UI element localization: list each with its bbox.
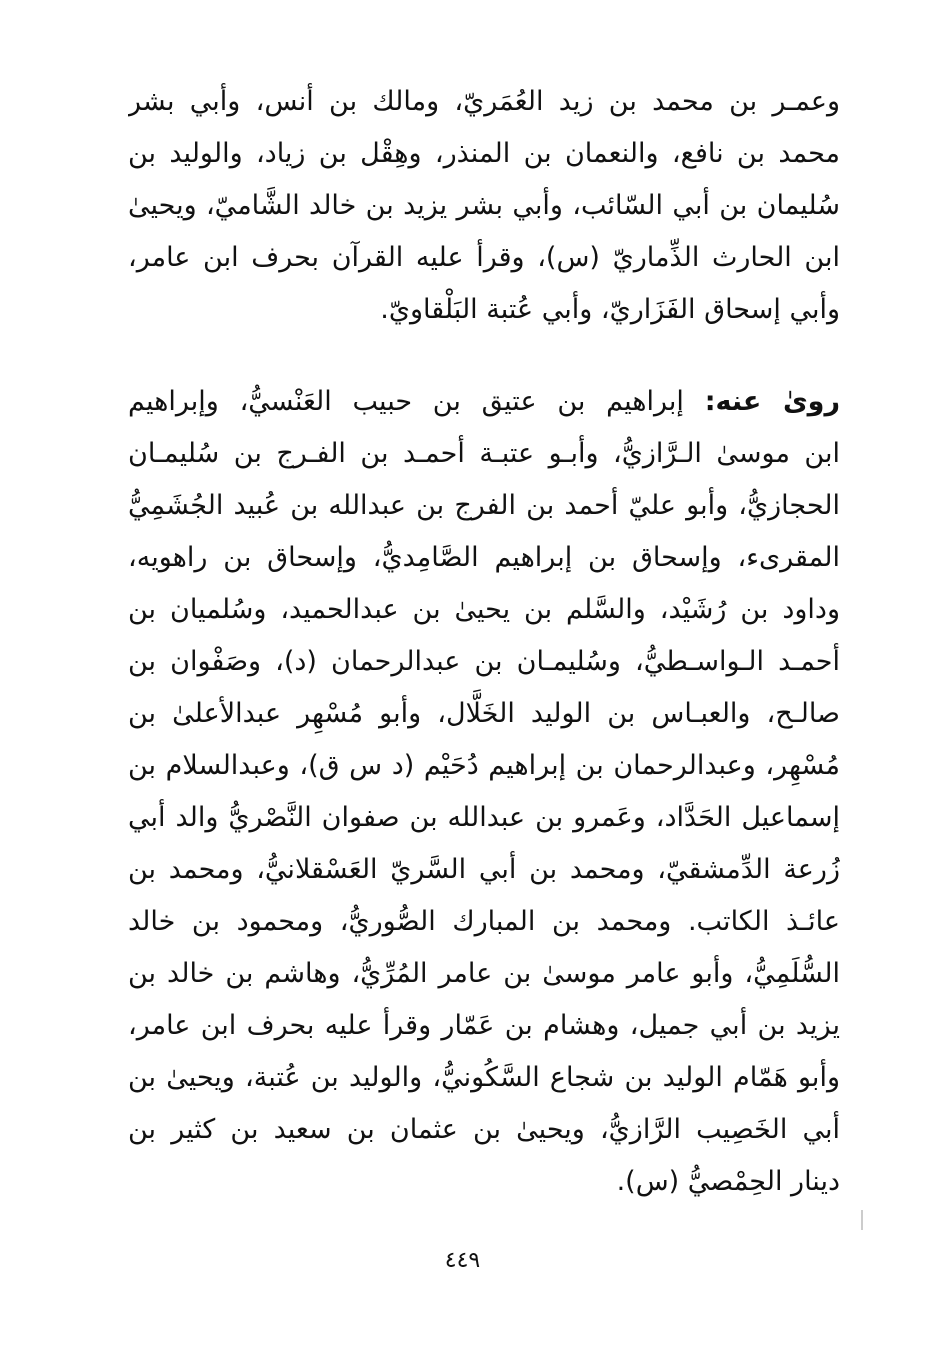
text-line-rest: إبراهيم بن عتيق بن حبيب العَنْسيُّ، وإبراهيم xyxy=(128,386,705,417)
paragraph-teachers xyxy=(128,76,840,336)
text-line: عائـذ الكاتب. ومحمد بن المبارك الصُّوريُّ، ومحمود بن خالد xyxy=(128,906,840,937)
text-line: أبي الخَصِيب الرَّازيُّ، ويحيىٰ بن عثمان بن سعيد بن كثير بن xyxy=(128,1114,840,1145)
text-line: السُّلَمِيُّ، وأبو عامر موسىٰ بن عامر المُرِّيُّ، وهاشم بن خالد بن xyxy=(128,958,840,989)
text-line: وداود بن رُشَيْد، والسَّلم بن يحيىٰ بن عبدالحميد، وسُلميان بن xyxy=(128,594,840,625)
text-line: محمد بن نافع، والنعمان بن المنذر، وهِقْل بن زياد، والوليد بن xyxy=(128,138,840,169)
scan-edge-mark xyxy=(861,1210,863,1230)
paragraph-lead: روىٰ عنه: xyxy=(704,386,840,417)
text-line: إسماعيل الحَدَّاد، وعَمرو بن عبدالله بن صفوان النَّصْريُّ والد أبي xyxy=(128,802,840,833)
text-line: سُليمان بن أبي السّائب، وأبي بشر يزيد بن خالد الشَّاميّ، ويحيىٰ xyxy=(128,190,840,221)
page-number: ٤٤٩ xyxy=(444,1248,481,1273)
text-line: وأبو هَمّام الوليد بن شجاع السَّكُونيُّ، والوليد بن عُتبة، ويحيىٰ بن xyxy=(128,1062,840,1093)
text-line: المقرىء، وإسحاق بن إبراهيم الصَّامِديُّ، وإسحاق بن راهويه، xyxy=(128,542,840,573)
text-line: وعمـر بن محمد بن زيد العُمَريّ، ومالك بن أنس، وأبي بشر xyxy=(128,86,840,117)
text-line: دينار الحِمْصيُّ (س). xyxy=(616,1166,840,1197)
text-line: مُسْهِر، وعبدالرحمان بن إبراهيم دُحَيْم (د س ق)، وعبدالسلام بن xyxy=(128,750,840,781)
text-line: صالـح، والعبـاس بن الوليد الخَلَّال، وأبو مُسْهِر عبدالأعلىٰ بن xyxy=(128,698,840,729)
paragraph-students xyxy=(128,376,840,1208)
text-line-first xyxy=(128,376,840,428)
text-line: ابن موسىٰ الـرَّازيُّ، وأبـو عتبـة أحمـد بن الفـرج بن سُليمـان xyxy=(128,438,840,469)
text-line: وأبي إسحاق الفَزَاريّ، وأبي عُتبة البَلْقاويّ. xyxy=(380,294,840,325)
text-line: الحجازيُّ، وأبو عليّ أحمد بن الفرج بن عبدالله بن عُبيد الجُشَمِيُّ xyxy=(128,490,840,521)
text-line: أحمـد الـواسـطيُّ، وسُليمـان بن عبدالرحمان (د)، وصَفْوان بن xyxy=(128,646,840,677)
text-line: ابن الحارث الذِّماريّ (س)، وقرأ عليه القرآن بحرف ابن عامر، xyxy=(128,242,840,273)
text-line: زُرعة الدِّمشقيّ، ومحمد بن أبي السَّريّ العَسْقلانيُّ، ومحمد بن xyxy=(128,854,840,885)
text-line: يزيد بن أبي جميل، وهشام بن عَمّار وقرأ عليه بحرف ابن عامر، xyxy=(128,1010,840,1041)
